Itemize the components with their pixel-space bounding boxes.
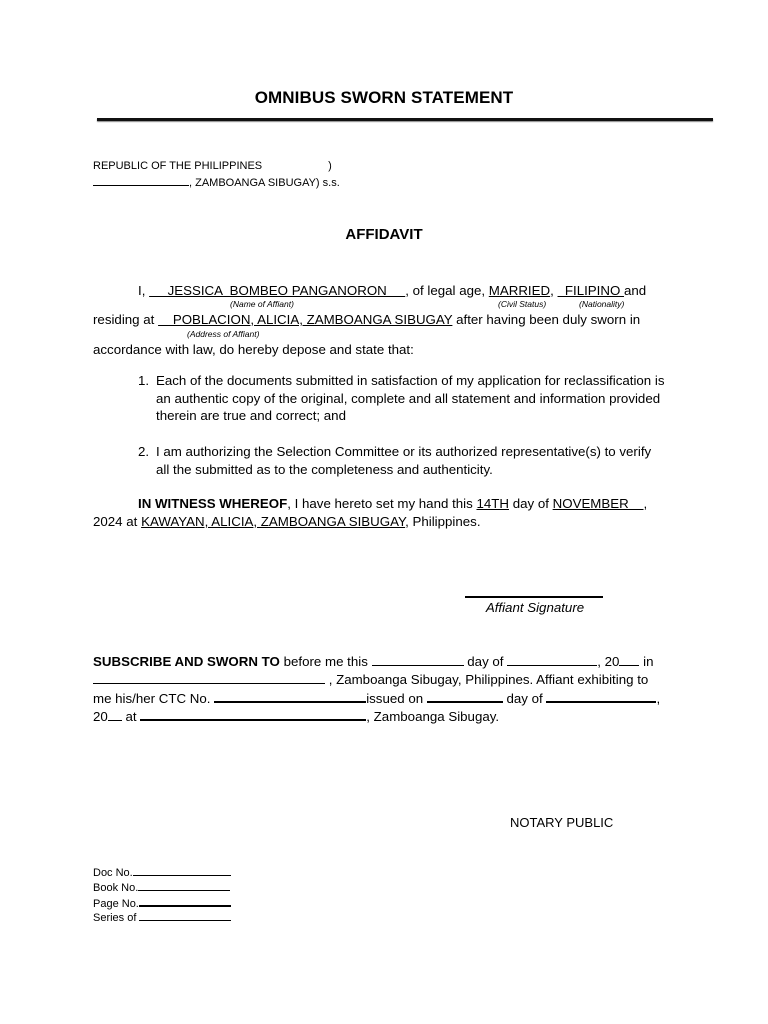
notary-public-label: NOTARY PUBLIC bbox=[510, 815, 614, 830]
page-no-line bbox=[93, 896, 231, 910]
jurat-blank-month bbox=[507, 653, 597, 666]
residing-at-text: residing at bbox=[93, 312, 155, 327]
document-title: OMNIBUS SWORN STATEMENT bbox=[254, 88, 514, 107]
doc-no-label: Doc No. bbox=[93, 867, 133, 879]
signature-line bbox=[465, 596, 603, 598]
series-of-blank bbox=[139, 911, 231, 921]
jurat-text: at bbox=[125, 709, 137, 724]
jurat-text: 20 bbox=[93, 709, 108, 724]
day-of-text: day of bbox=[512, 496, 549, 511]
jurat-text: , Zamboanga Sibugay. bbox=[366, 709, 500, 724]
caption-address: (Address of Affiant) bbox=[187, 329, 260, 339]
residing-line bbox=[93, 312, 673, 327]
witness-place: KAWAYAN, ALICIA, ZAMBOANGA SIBUGAY bbox=[141, 514, 406, 529]
doc-no-line bbox=[93, 866, 231, 879]
jurat-line-2 bbox=[93, 671, 648, 687]
item-number: 1. bbox=[138, 373, 150, 388]
jurat-line-4 bbox=[93, 707, 499, 724]
venue-republic: REPUBLIC OF THE PHILIPPINES bbox=[93, 160, 263, 172]
jurat-line-3 bbox=[93, 689, 660, 706]
witness-line-1 bbox=[138, 496, 718, 511]
witness-month: NOVEMBER bbox=[552, 496, 644, 511]
legal-age-text: , of legal age, bbox=[405, 283, 486, 298]
venue-province: , ZAMBOANGA SIBUGAY) s.s. bbox=[189, 177, 340, 189]
doc-no-blank bbox=[133, 866, 231, 876]
affiant-signature-label: Affiant Signature bbox=[485, 600, 585, 615]
and-text: and bbox=[624, 283, 647, 298]
ctc-number-blank bbox=[214, 689, 366, 703]
witness-day: 14TH bbox=[476, 496, 509, 511]
witness-bold: IN WITNESS WHEREOF bbox=[138, 496, 288, 511]
jurat-text: day of bbox=[467, 654, 504, 669]
book-no-blank bbox=[138, 881, 230, 891]
jurat-text: in bbox=[643, 654, 654, 669]
jurat-text: , bbox=[656, 691, 661, 706]
jurat-text: issued on bbox=[366, 691, 424, 706]
ctc-month-blank bbox=[546, 689, 656, 703]
statement-item-1 bbox=[138, 372, 668, 428]
book-no-line bbox=[93, 881, 230, 894]
ctc-issued-blank bbox=[427, 689, 503, 703]
jurat-text: me his/her CTC No. bbox=[93, 691, 211, 706]
page-no-label: Page No. bbox=[93, 898, 139, 910]
venue-line-2 bbox=[93, 174, 340, 191]
affiant-address: POBLACION, ALICIA, ZAMBOANGA SIBUGAY bbox=[158, 312, 453, 327]
statement-item-2 bbox=[138, 443, 668, 481]
jurat-text: , Zamboanga Sibugay, Philippines. Affiant exhibiting to bbox=[328, 672, 649, 687]
witness-text: , I have hereto set my hand this bbox=[287, 496, 473, 511]
title-rule bbox=[97, 118, 713, 121]
after-sworn-text: after having been duly sworn in bbox=[456, 312, 641, 327]
nationality: FILIPINO bbox=[557, 283, 625, 298]
caption-nationality: (Nationality) bbox=[579, 299, 625, 309]
comma: , bbox=[643, 496, 648, 511]
jurat-text: day of bbox=[506, 691, 543, 706]
caption-civil-status: (Civil Status) bbox=[498, 299, 547, 309]
civil-status: MARRIED bbox=[488, 283, 551, 298]
book-no-label: Book No. bbox=[93, 882, 139, 894]
caption-name: (Name of Affiant) bbox=[230, 299, 294, 309]
page-no-blank bbox=[139, 896, 231, 907]
jurat-line-1 bbox=[93, 653, 653, 669]
affidavit-heading: AFFIDAVIT bbox=[345, 226, 423, 243]
venue-paren: ) bbox=[328, 160, 332, 172]
item-text: Each of the documents submitted in satisfaction of my application for reclassification is an authentic copy of the original, complete and all statement and information provided therein are true and correct; and bbox=[156, 373, 665, 423]
item-text: I am authorizing the Selection Committee or its authorized representative(s) to verify all the submitted as to the completeness and authenticity. bbox=[156, 444, 652, 477]
jurat-text: before me this bbox=[283, 654, 368, 669]
witness-year: 2024 at bbox=[93, 514, 138, 529]
philippines-text: , Philippines. bbox=[405, 514, 481, 529]
jurat-blank-place bbox=[93, 671, 325, 684]
ctc-year-blank bbox=[108, 708, 122, 721]
item-number: 2. bbox=[138, 444, 150, 459]
intro-i: I, bbox=[138, 283, 146, 298]
jurat-blank-year bbox=[619, 653, 639, 666]
ctc-place-blank bbox=[140, 707, 366, 721]
venue-line-1 bbox=[93, 159, 332, 174]
accordance-line: accordance with law, do hereby depose and state that: bbox=[93, 342, 414, 357]
series-of-line bbox=[93, 911, 231, 924]
jurat-blank-day bbox=[372, 653, 464, 666]
comma: , bbox=[550, 283, 554, 298]
affiant-name: JESSICA BOMBEO PANGANORON bbox=[149, 283, 406, 298]
venue-blank bbox=[93, 174, 189, 186]
witness-line-2 bbox=[93, 514, 673, 529]
jurat-bold: SUBSCRIBE AND SWORN TO bbox=[93, 654, 280, 669]
series-of-label: Series of bbox=[93, 912, 137, 924]
affiant-line bbox=[138, 283, 718, 298]
jurat-text: , 20 bbox=[597, 654, 620, 669]
